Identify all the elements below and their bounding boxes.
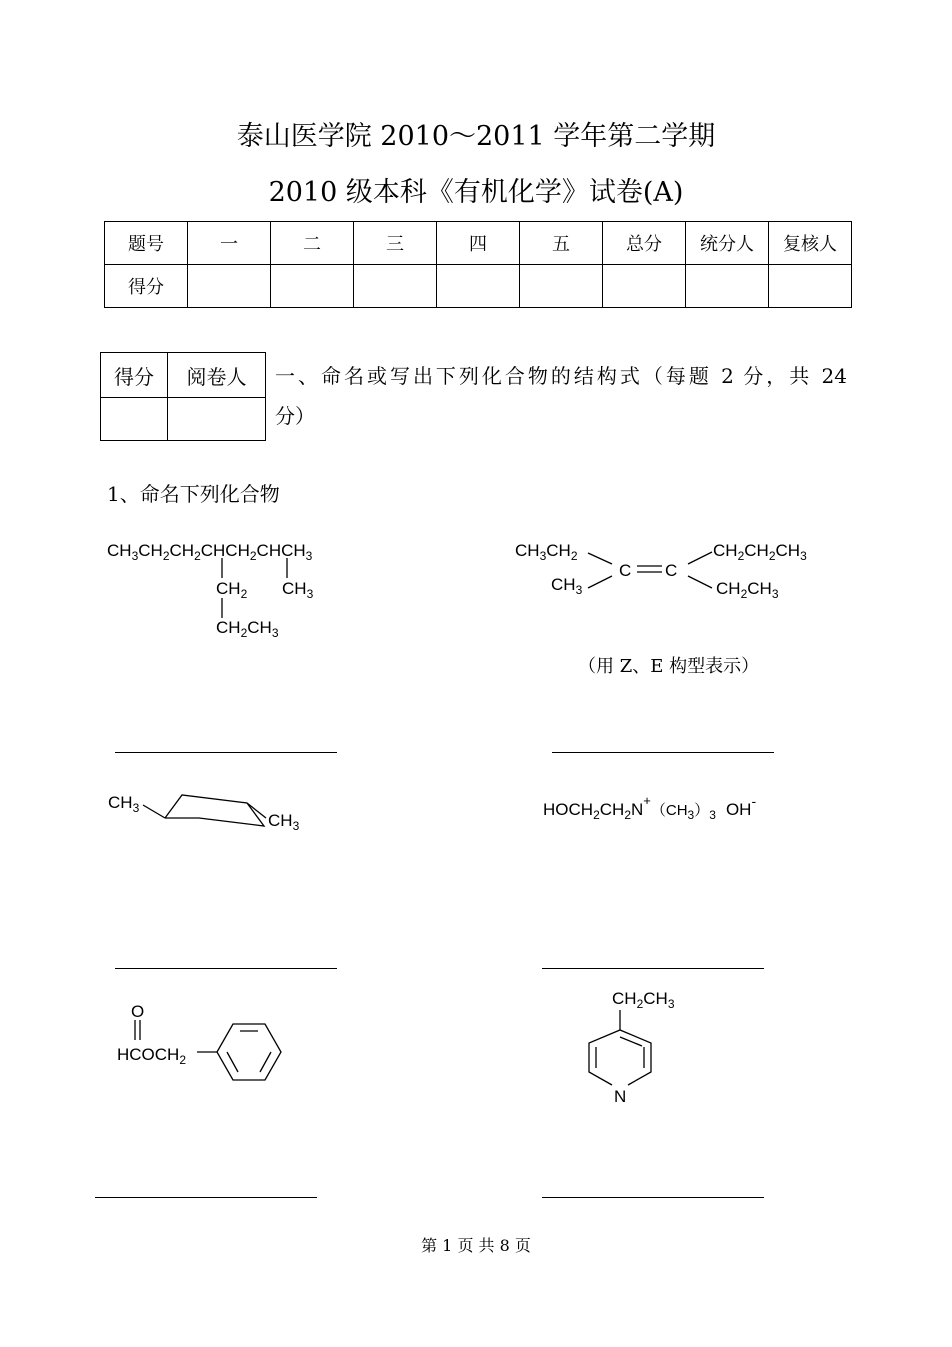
- ze-hint: （用 Z、E 构型表示）: [578, 656, 760, 677]
- grader-score-label: 得分: [101, 353, 168, 398]
- question-prompt: 1、命名下列化合物: [107, 482, 280, 506]
- formula-label: $CH_3CH_2$: [515, 541, 578, 563]
- bond-line: [588, 576, 612, 588]
- atom-label: N: [614, 1087, 627, 1106]
- atom-label: O: [131, 1002, 145, 1021]
- formula-label: $CH_3$: [108, 793, 140, 815]
- score-header-cell: 复核人: [769, 222, 852, 265]
- formula-label: $CH_2CH_3$: [216, 618, 279, 640]
- score-header-cell: 总分: [603, 222, 686, 265]
- atom-label: C: [665, 561, 678, 580]
- formula-label: $HCOCH_2$: [117, 1045, 187, 1067]
- exam-title-line1: 泰山医学院 2010～2011 学年第二学期: [236, 121, 716, 152]
- score-header-cell: 二: [271, 222, 354, 265]
- cyclohexane-chair: [165, 795, 264, 826]
- aromatic-bond: [260, 1052, 271, 1072]
- bond-line: [688, 552, 712, 564]
- formula-label: $CH_3$: [282, 579, 314, 601]
- formula-label: $CH_2$: [216, 579, 248, 601]
- score-header-cell: 题号: [105, 222, 188, 265]
- benzene-ring: [217, 1024, 281, 1080]
- section-title: 一、命名或写出下列化合物的结构式（每题 2 分，共 24: [275, 364, 847, 388]
- score-row-label: 得分: [105, 265, 188, 308]
- score-header-cell: 四: [437, 222, 520, 265]
- formula-label: $CH_3CH_2CH_2CHCH_2CHCH_3$: [107, 541, 313, 563]
- formula-label: $CH_2CH_2CH_3$: [713, 541, 807, 563]
- formula-label: $CH_2CH_3$: [716, 579, 779, 601]
- exam-title-line2: 2010 级本科《有机化学》试卷(A): [268, 177, 684, 208]
- bond-line: [688, 576, 712, 588]
- formula-label: $CH_2CH_3$: [612, 989, 675, 1011]
- aromatic-bond: [227, 1052, 238, 1072]
- atom-label: C: [619, 561, 632, 580]
- formula-label: $CH_3$: [268, 811, 300, 833]
- score-header-cell: 一: [188, 222, 271, 265]
- section-title-cont: 分）: [275, 404, 315, 428]
- grader-name-label: 阅卷人: [168, 353, 266, 398]
- score-header-cell: 统分人: [686, 222, 769, 265]
- formula-label: $HOCH_2CH_2N^+(CH_3)_3$ OH-: [543, 793, 757, 822]
- score-header-cell: 五: [520, 222, 603, 265]
- score-header-cell: 三: [354, 222, 437, 265]
- bond-line: [143, 805, 165, 818]
- bond-line: [588, 553, 612, 564]
- formula-label: $CH_3$: [551, 575, 583, 597]
- page-footer: 第 1 页 共 8 页: [421, 1236, 531, 1255]
- pyridine-ring: [589, 1030, 651, 1085]
